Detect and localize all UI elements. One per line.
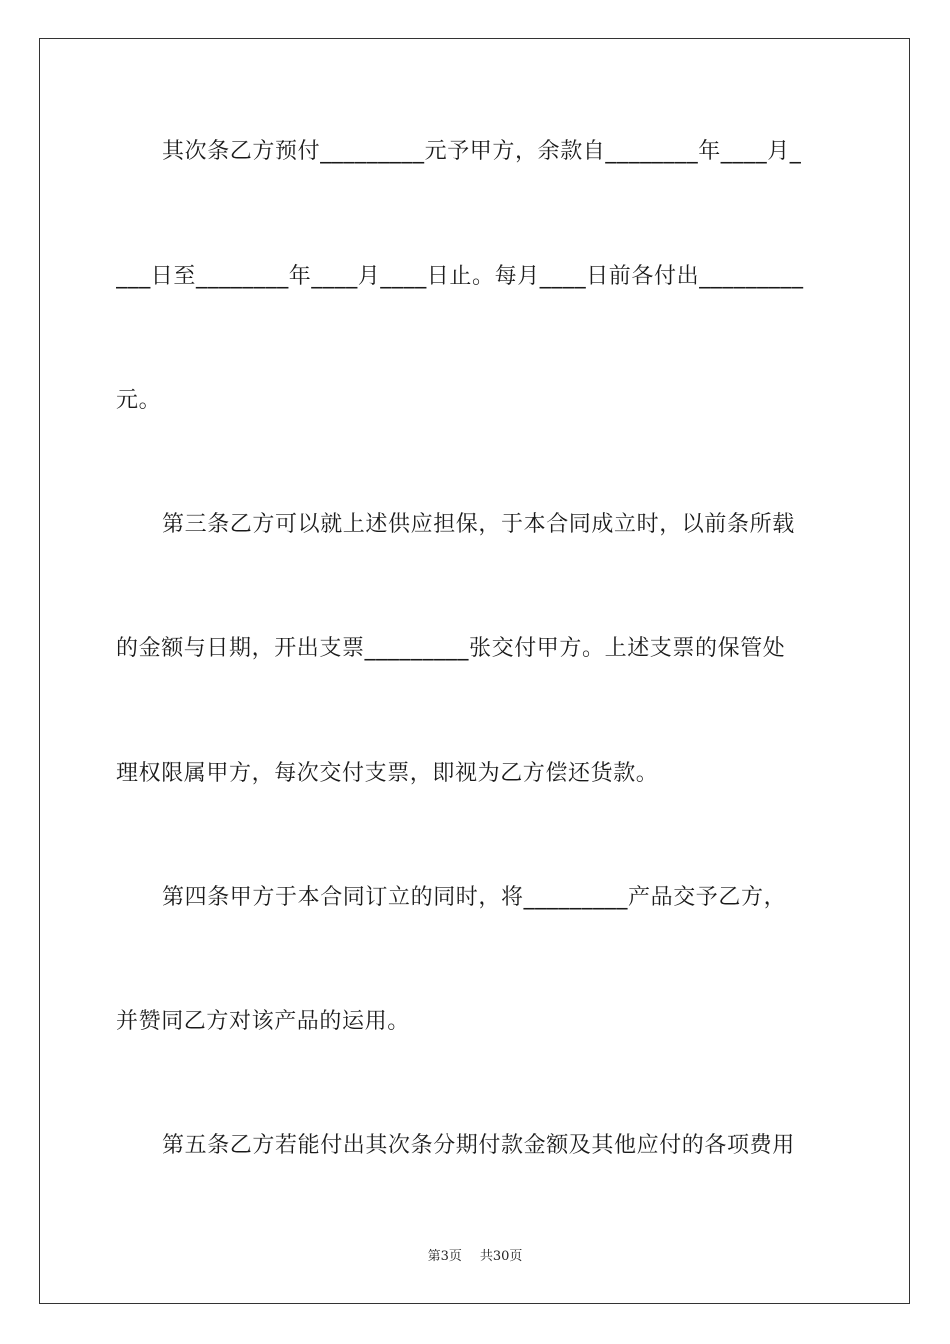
page-footer: [0, 1248, 950, 1266]
page-number: 第3页: [427, 1249, 462, 1264]
body-line-4: 第三条乙方可以就上述供应担保，于本合同成立时，以前条所载: [162, 512, 795, 537]
body-line-1: 其次条乙方预付_________元予甲方，余款自________年____月_: [162, 139, 802, 164]
body-line-3: 元。: [116, 388, 162, 413]
page-total: 共30页: [479, 1249, 523, 1264]
body-line-2: ___日至________年____月____日止。每月____日前各付出_________: [116, 264, 804, 289]
body-line-9: 第五条乙方若能付出其次条分期付款金额及其他应付的各项费用: [162, 1133, 795, 1158]
body-line-7: 第四条甲方于本合同订立的同时，将_________产品交予乙方，: [162, 885, 787, 910]
page-border: [39, 38, 910, 1304]
body-line-6: 理权限属甲方，每次交付支票，即视为乙方偿还货款。: [116, 761, 659, 786]
body-line-5: 的金额与日期，开出支票_________张交付甲方。上述支票的保管处: [116, 636, 786, 661]
body-line-8: 并赞同乙方对该产品的运用。: [116, 1009, 410, 1034]
